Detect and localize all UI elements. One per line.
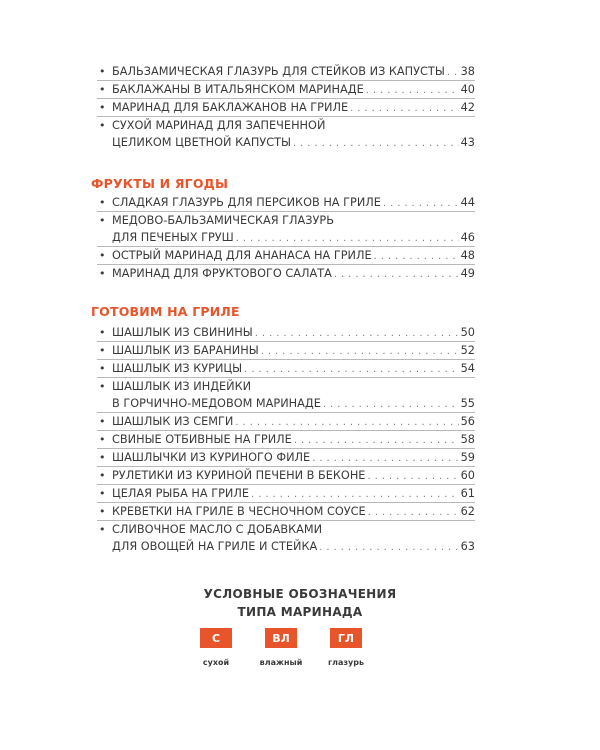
bullet-icon: • (99, 65, 106, 78)
toc-leader-dots (236, 230, 459, 247)
toc-entry-title: ШАШЛЫК ИЗ ИНДЕЙКИ (112, 380, 252, 393)
bullet-icon: • (99, 214, 106, 227)
toc-leader-dots (367, 468, 458, 485)
toc-page-number: 58 (460, 433, 475, 446)
toc-entry[interactable] (97, 98, 475, 116)
toc-leader-dots (294, 432, 459, 449)
toc-entry[interactable] (97, 264, 475, 282)
bullet-icon: • (99, 469, 106, 482)
toc-entry-line (112, 117, 475, 134)
bullet-icon: • (99, 267, 106, 280)
toc-leader-dots (319, 539, 458, 556)
toc-page-number: 60 (460, 469, 475, 482)
toc-leader-dots (261, 343, 459, 360)
toc-list-fruits (97, 194, 475, 282)
bullet-icon: • (99, 380, 106, 393)
toc-page-number: 59 (460, 451, 475, 464)
legend-label-wet: влажный (259, 658, 303, 667)
toc-list-marinades (97, 63, 475, 151)
bullet-icon: • (99, 326, 106, 339)
toc-entry-line (112, 521, 475, 538)
toc-page-number: 50 (460, 326, 475, 339)
toc-leader-dots (374, 248, 459, 265)
legend-label-dry: сухой (202, 658, 230, 667)
toc-entry[interactable] (97, 377, 475, 412)
toc-entry-title: ШАШЛЫК ИЗ СВИНИНЫ (112, 326, 253, 339)
toc-leader-dots (235, 414, 458, 431)
toc-list-grill (97, 324, 475, 555)
toc-entry-title: ШАШЛЫЧКИ ИЗ КУРИНОГО ФИЛЕ (112, 451, 311, 464)
toc-leader-dots (251, 486, 459, 503)
toc-entry[interactable] (97, 246, 475, 264)
toc-entry-title: ЦЕЛАЯ РЫБА НА ГРИЛЕ (112, 487, 250, 500)
toc-entry-line (112, 194, 475, 211)
toc-entry[interactable] (97, 211, 475, 246)
toc-entry[interactable] (97, 448, 475, 466)
toc-page-number: 43 (460, 136, 475, 149)
toc-entry[interactable] (97, 466, 475, 484)
toc-entry-line (112, 247, 475, 264)
toc-page-number: 62 (460, 505, 475, 518)
toc-entry[interactable] (97, 430, 475, 448)
toc-entry-title: РУЛЕТИКИ ИЗ КУРИНОЙ ПЕЧЕНИ В БЕКОНЕ (112, 469, 366, 482)
toc-page-number: 44 (460, 196, 475, 209)
toc-entry-title: СВИНЫЕ ОТБИВНЫЕ НА ГРИЛЕ (112, 433, 292, 446)
toc-entry-title: ШАШЛЫК ИЗ СЕМГИ (112, 415, 234, 428)
toc-entry-line (112, 503, 475, 520)
toc-entry-line (112, 63, 475, 80)
toc-entry-title: МАРИНАД ДЛЯ БАКЛАЖАНОВ НА ГРИЛЕ (112, 101, 349, 114)
toc-entry[interactable] (97, 194, 475, 211)
toc-page-number: 55 (460, 397, 475, 410)
toc-entry-line (112, 538, 475, 555)
toc-page-number: 49 (460, 267, 475, 280)
toc-entry-line (112, 467, 475, 484)
toc-entry-title: МАРИНАД ДЛЯ ФРУКТОВОГО САЛАТА (112, 267, 332, 280)
bullet-icon: • (99, 362, 106, 375)
toc-entry[interactable] (97, 359, 475, 377)
legend-label-glaze: глазурь (327, 658, 365, 667)
toc-page-number: 42 (460, 101, 475, 114)
toc-entry-line (112, 395, 475, 412)
toc-entry-line (112, 360, 475, 377)
bullet-icon: • (99, 83, 106, 96)
toc-entry-line (112, 134, 475, 151)
toc-entry-line (112, 229, 475, 246)
bullet-icon: • (99, 505, 106, 518)
toc-leader-dots (366, 82, 459, 99)
toc-leader-dots (244, 361, 458, 378)
bullet-icon: • (99, 433, 106, 446)
toc-entry-title: ДЛЯ ОВОЩЕЙ НА ГРИЛЕ И СТЕЙКА (112, 540, 318, 553)
toc-entry-title: СУХОЙ МАРИНАД ДЛЯ ЗАПЕЧЕННОЙ (112, 119, 326, 132)
toc-entry-line (112, 413, 475, 430)
toc-page-number: 54 (460, 362, 475, 375)
legend-title-line2: ТИПА МАРИНАДА (237, 605, 363, 619)
legend-title-line1: УСЛОВНЫЕ ОБОЗНАЧЕНИЯ (203, 587, 397, 601)
toc-entry-title: СЛИВОЧНОЕ МАСЛО С ДОБАВКАМИ (112, 523, 323, 536)
toc-entry[interactable] (97, 520, 475, 555)
toc-entry-line (112, 212, 475, 229)
toc-entry[interactable] (97, 63, 475, 80)
toc-leader-dots (368, 504, 459, 521)
toc-leader-dots (312, 450, 458, 467)
toc-leader-dots (447, 64, 459, 81)
toc-entry-line (112, 99, 475, 116)
toc-entry[interactable] (97, 484, 475, 502)
toc-entry-title: ШАШЛЫК ИЗ КУРИЦЫ (112, 362, 243, 375)
toc-entry[interactable] (97, 412, 475, 430)
toc-entry-line (112, 81, 475, 98)
toc-leader-dots (350, 100, 459, 117)
toc-leader-dots (323, 396, 459, 413)
toc-entry-line (112, 324, 475, 341)
toc-entry-line (112, 265, 475, 282)
toc-leader-dots (255, 325, 459, 342)
bullet-icon: • (99, 101, 106, 114)
toc-leader-dots (293, 135, 459, 152)
toc-entry-line (112, 431, 475, 448)
toc-entry[interactable] (97, 502, 475, 520)
toc-entry-title: БАЛЬЗАМИЧЕСКАЯ ГЛАЗУРЬ ДЛЯ СТЕЙКОВ ИЗ КАПУСТЫ (112, 65, 445, 78)
toc-entry-line (112, 485, 475, 502)
toc-entry-line (112, 342, 475, 359)
toc-entry-title: В ГОРЧИЧНО-МЕДОВОМ МАРИНАДЕ (112, 397, 321, 410)
toc-page-number: 48 (460, 249, 475, 262)
legend-badge-glaze: ГЛ (330, 628, 362, 648)
bullet-icon: • (99, 249, 106, 262)
toc-page-number: 46 (460, 231, 475, 244)
bullet-icon: • (99, 119, 106, 132)
toc-entry-title: ДЛЯ ПЕЧЕНЫХ ГРУШ (112, 231, 234, 244)
bullet-icon: • (99, 196, 106, 209)
bullet-icon: • (99, 344, 106, 357)
toc-entry-title: МЕДОВО-БАЛЬЗАМИЧЕСКАЯ ГЛАЗУРЬ (112, 214, 334, 227)
toc-page-number: 38 (460, 65, 475, 78)
toc-entry[interactable] (97, 324, 475, 341)
legend-badge-wet: ВЛ (265, 628, 297, 648)
bullet-icon: • (99, 451, 106, 464)
toc-leader-dots (383, 195, 459, 212)
toc-entry[interactable] (97, 341, 475, 359)
legend-badge-dry: С (200, 628, 232, 648)
bullet-icon: • (99, 487, 106, 500)
toc-entry-line (112, 449, 475, 466)
bullet-icon: • (99, 523, 106, 536)
toc-page-number: 63 (460, 540, 475, 553)
toc-entry-title: СЛАДКАЯ ГЛАЗУРЬ ДЛЯ ПЕРСИКОВ НА ГРИЛЕ (112, 196, 381, 209)
toc-page-number: 56 (460, 415, 475, 428)
toc-entry-title: КРЕВЕТКИ НА ГРИЛЕ В ЧЕСНОЧНОМ СОУСЕ (112, 505, 366, 518)
bullet-icon: • (99, 415, 106, 428)
toc-page-number: 61 (460, 487, 475, 500)
toc-entry-title: ШАШЛЫК ИЗ БАРАНИНЫ (112, 344, 259, 357)
toc-entry[interactable] (97, 80, 475, 98)
toc-entry-title: ЦЕЛИКОМ ЦВЕТНОЙ КАПУСТЫ (112, 136, 291, 149)
toc-page-number: 52 (460, 344, 475, 357)
toc-entry-title: ОСТРЫЙ МАРИНАД ДЛЯ АНАНАСА НА ГРИЛЕ (112, 249, 372, 262)
section-title-grill: ГОТОВИМ НА ГРИЛЕ (91, 304, 240, 319)
toc-entry-title: БАКЛАЖАНЫ В ИТАЛЬЯНСКОМ МАРИНАДЕ (112, 83, 364, 96)
section-title-fruits: ФРУКТЫ И ЯГОДЫ (91, 176, 229, 191)
toc-page-number: 40 (460, 83, 475, 96)
toc-entry-line (112, 378, 475, 395)
toc-entry[interactable] (97, 116, 475, 151)
toc-leader-dots (334, 266, 459, 283)
